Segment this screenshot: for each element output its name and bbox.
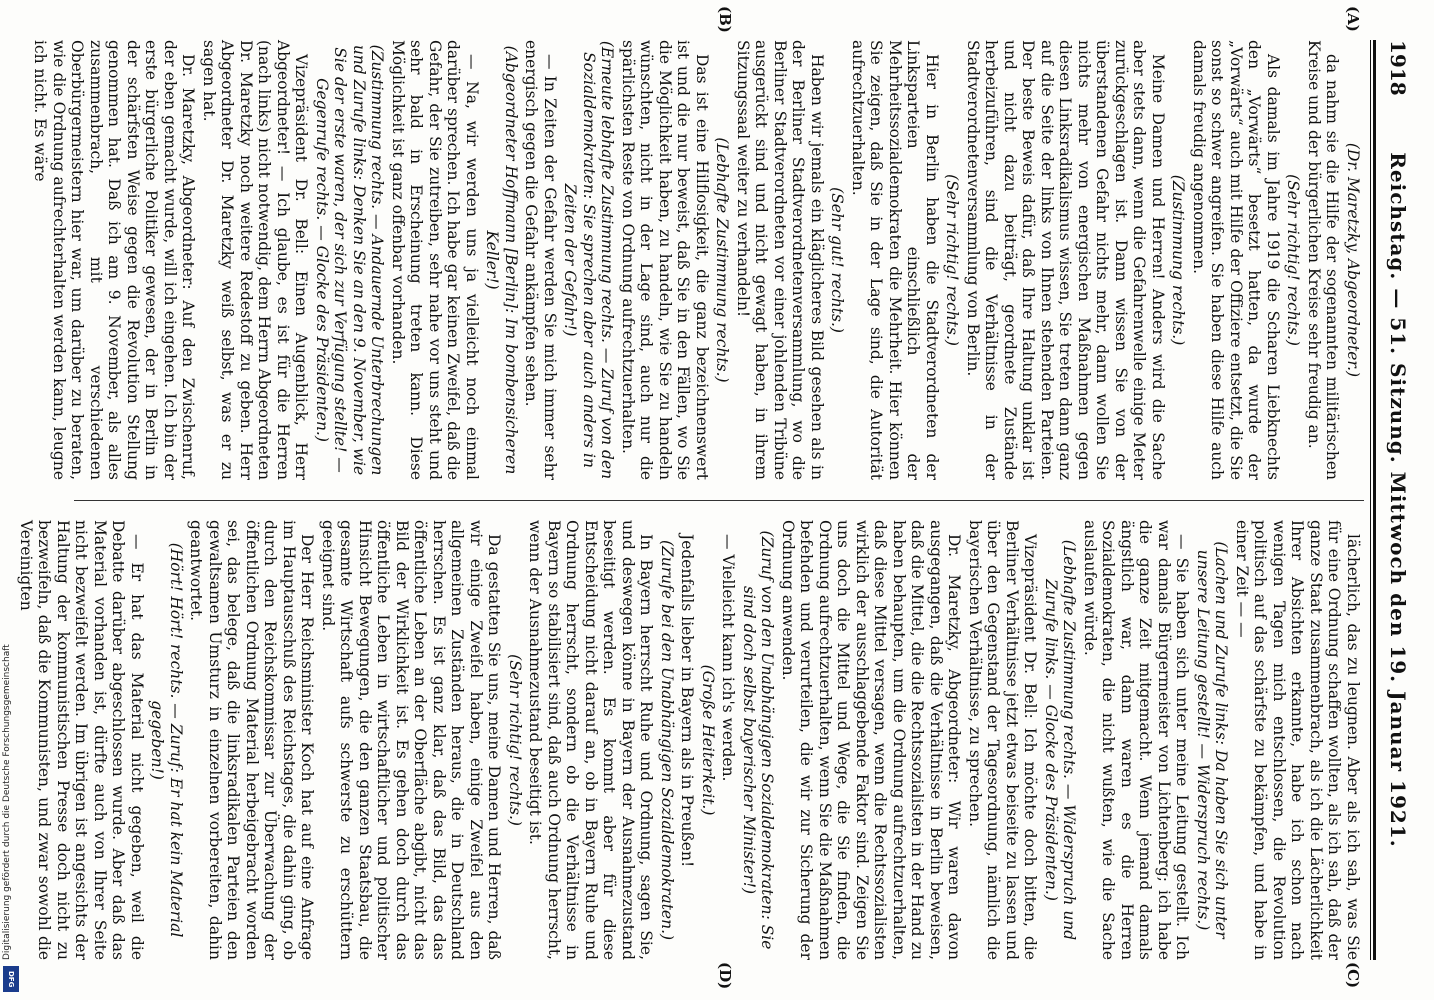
paragraph: Meine Damen und Herren! Anders wird die Sache aber stets dann, wenn die Gefahrenwelle einige Meter zurückgeschlagen ist. Dann wissen Sie von der überstandenen Gefahr nichts mehr, dann wollen Sie nichts mehr von energischen Maßnahmen gegen diesen Linksradikalismus wissen, Sie treten dann ganz auf die Seite der links von Ihnen stehenden Parteien. Der beste Beweis dafür, daß Ihre Haltung unklar ist und nicht dazu beiträgt, geordnete Zustände herbeizuführen, sind die Verhältnisse in der Stadtverordnetenversammlung von Berlin. [964, 40, 1167, 480]
paragraph: In Bayern herrscht Ruhe und Ordnung, sagen Sie, und deswegen könne in Bayern der Ausnahmezustand beseitigt werden. Es kommt aber für diese Entscheidung nicht darauf an, ob in Bayern Ruhe und Ordnung herrscht, sondern ob die Verhältnisse in Bayern so stabilisiert sind, daß auch Ordnung herrscht, wenn der Ausnahmezustand beseitigt ist. [526, 520, 656, 960]
paragraph: — In Zeiten der Gefahr werden Sie mich immer sehr energisch gegen die Gefahr ankämpfen sehen. [522, 40, 559, 480]
paragraph: (Lebhafte Zustimmung rechts.) [713, 137, 732, 383]
paragraph: Jedenfalls lieber in Bayern als in Preußen! [678, 534, 697, 868]
paragraph: (Lebhafte Zustimmung rechts. — Widerspruch und Zurufe links. — Glocke des Präsidenten.) [1042, 539, 1079, 941]
header-rule [1373, 40, 1376, 960]
paragraph: (Sehr gut! rechts.) [828, 187, 847, 333]
paragraph: da nahm sie die Hilfe der sogenannten militärischen Kreise und der bürgerlichen Kreise sehr freudig an. [1305, 40, 1342, 480]
paragraph: Dr. Maretzky, Abgeordneter: Wir waren davon ausgegangen, daß die Verhältnisse in Berlin beweisen, daß die Mittel, die die Rechtssozialisten in der Hand zu haben behaupten, um die Ordnung aufrechtzuerhalten, daß diese Mittel versagen, wenn die Rechtssozialisten wirklich der ausschlaggebende Faktor sind. Zeigen Sie uns doch die Mittel und Wege, die Sie finden, die Ordnung aufrechtzuerhalten, wenn Sie die Maßnahmen befehden und verurteilen, die wir zur Sicherung der Ordnung anwenden. [779, 520, 964, 960]
paragraph: Vizepräsident Dr. Bell: Einen Augenblick, Herr Abgeordneter! — Ich glaube, es ist für die Herren (nach links) nicht notwendig, dem Herrn Abgeordneten Dr. Maretzky noch weitere Redestoff zu geben. Herr Abgeordneter Dr. Maretzky weiß selbst, was er zu sagen hat. [200, 40, 311, 480]
page-title: Reichstag. — 51. Sitzung. Mittwoch den 19. Januar 1921. [1386, 152, 1410, 848]
right-column [17, 520, 1362, 960]
page-number: 1918 [1386, 40, 1410, 96]
dfg-logo: DFG [3, 966, 19, 992]
digitization-credit-text: Digitalisierung gefördert durch die Deutsche Forschungsgemeinschaft [2, 644, 12, 960]
rotated-page-content [17, 0, 1434, 1000]
paragraph: (Sehr richtig! rechts.) [506, 654, 524, 826]
paragraph: — Na, wir werden uns ja vielleicht noch einmal darüber sprechen. Ich habe gar keinen Zweifel, daß die Gefahr, der Sie zutreiben, sehr nahe vor uns steht und sehr bald in Erscheinung treten kann. Diese Möglichkeit ist ganz offenbar vorhanden. [389, 40, 481, 480]
paragraph: Der Herr Reichsminister Koch hat auf eine Anfrage im Hauptausschuß des Reichstages, die dahin ging, ob durch den Reichskommissar zur Überwachung der öffentlichen Ordnung Material herbeigebracht worden sei, das belege, daß die linksradikalen Parteien den gewaltsamen Umsturz in einzelnen vorbereiten, dahin geantwortet. [187, 520, 317, 960]
paragraph: (Zustimmung rechts. — Andauernde Unterbrechungen und Zurufe links: Denken Sie an den 9. November, wie Sie der erste waren, der sich zur Verfügung stellte! — Gegenrufe rechts. — Glocke des Präsidenten.) [313, 44, 387, 476]
paragraph: (Zurufe bei den Unabhängigen Sozialdemokraten.) [658, 539, 676, 941]
margin-marker-b: (B) [716, 6, 734, 33]
column-divider [74, 500, 1364, 501]
margin-marker-c: (C) [1344, 962, 1362, 989]
paragraph: — Sie haben sich unter meine Leitung gestellt. Ich war damals Bürgermeister von Lichtenberg; ich habe die ganze Zeit mitgemacht. Wenn jemand damals ängstlich war, dann waren es die Herren Sozialdemokraten, die nicht wußten, wie die Sache auslaufen würde. [1081, 520, 1192, 960]
paragraph: (Große Heiterkeit.) [699, 664, 717, 816]
paragraph: (Hört! Hört! rechts. — Zuruf: Er hat kein Material gegeben!) [148, 542, 185, 938]
paragraph: Hier in Berlin haben die Stadtverordneten der Linksparteien einschließlich der Mehrheitssozialdemokraten die Mehrheit. Hier können Sie zeigen, daß Sie in der Lage sind, die Autorität aufrechtzuerhalten. [849, 40, 941, 480]
paragraph: Als damals im Jahre 1919 die Scharen Liebknechts den „Vorwärts“ besetzt hatten, da wurde der „Vorwärts“ auch mit Hilfe der Offiziere entsetzt, die Sie sonst so schwer angreifen. Sie haben diese Hilfe auch damals freudig angenommen. [1190, 40, 1282, 480]
paragraph: (Zustimmung rechts.) [1169, 174, 1188, 346]
margin-marker-d: (D) [716, 962, 734, 990]
header-rule-thin [1370, 40, 1371, 960]
paragraph: (Sehr richtig! rechts.) [1284, 174, 1303, 346]
paragraph: Haben wir jemals ein kläglicheres Bild gesehen als in der Berliner Stadtverordnetenversammlung, wo die Berliner Stadtverordneten vor einer johlenden Tribüne ausgerückt sind und nicht gewagt haben, in ihrem Sitzungssaal weiter zu verhandeln! [734, 40, 826, 480]
paragraph: (Erneute lebhafte Zustimmung rechts. — Zuruf von den Sozialdemokraten: Sie sprechen aber auch anders in Zeiten der Gefahr!) [561, 40, 617, 480]
paragraph: (Abgeordneter Hoffmann [Berlin]: Im bombensicheren Keller!) [483, 45, 520, 475]
paragraph: (Zuruf von den Unabhängigen Sozialdemokraten: Sie sind doch selbst bayerischer Minister!) [740, 530, 777, 950]
page-header [1376, 40, 1416, 960]
paragraph: Vizepräsident Dr. Bell: Ich möchte doch bitten, die Berliner Verhältnisse jetzt etwas beiseite zu lassen und über den Gegenstand der Tagesordnung, nämlich die bayerischen Verhältnisse, zu sprechen. [966, 520, 1040, 960]
paragraph: lächerlich, das zu leugnen. Aber als ich sah, was Sie für eine Ordnung schaffen wollten, als ich sah, daß der ganze Staat zusammenbrach, als ich die Lächerlichkeit Ihrer Absichten erkannte, habe ich schon nach wenigen Tagen mich entschlossen, die Revolution politisch auf das schärfste zu bekämpfen, und habe in einer Zeit — — [1233, 520, 1362, 960]
left-column [31, 40, 1362, 480]
paragraph: Das ist eine Hilflosigkeit, die ganz bezeichnenswert ist und die nur beweist, daß Sie in den Fällen, wo Sie die Möglichkeit haben, zu handeln, wie Sie zu handeln wünschten, nicht in der Lage sind, auch nur die spärlichsten Reste von Ordnung aufrechtzuerhalten. [619, 40, 711, 480]
paragraph: Dr. Maretzky, Abgeordneter: Auf den Zwischenruf, der eben gemacht wurde, will ich eingehen. Ich bin der erste bürgerliche Politiker gewesen, der in Berlin in der schärfsten Weise gegen die Revolution Stellung genommen hat. Daß ich am 9. November, als alles zusammenbrach, mit verschiedenen Oberbürgermeistern hier war, um darüber zu beraten, wie die Ordnung aufrechterhalten werden kann, leugne ich nicht. Es wäre [31, 40, 198, 480]
paragraph: (Lachen und Zurufe links: Da haben Sie sich unter unsere Leitung gestellt! — Widerspruch rechts.) [1194, 541, 1231, 939]
paragraph: (Sehr richtig! rechts.) [943, 174, 962, 346]
paragraph: — Vielleicht kann ich's werden. [719, 534, 738, 782]
paragraph: Da gestatten Sie uns, meine Damen und Herren, daß wir einige Zweifel haben, einige Zweifel aus den allgemeinen Zuständen heraus, die in Deutschland herrschen. Es ist ganz klar, daß das Bild, das das öffentliche Leben an der Oberfläche abgibt, nicht das Bild der Wirklichkeit ist. Es gehen doch durch das öffentliche Leben in wirtschaftlicher und politischer Hinsicht Bewegungen, die den ganzen Staatsbau, die gesamte Wirtschaft aufs schwerste zu erschüttern geeignet sind. [319, 520, 504, 960]
paragraph: — Er hat das Material nicht gegeben, weil die Debatte darüber abgeschlossen wurde. Aber daß das Material vorhanden ist, dürfte auch von Ihrer Seite nicht bezweifelt werden. Im übrigen ist angesichts der Haltung der kommunistischen Presse doch nicht zu bezweifeln, daß die Kommunisten, und zwar sowohl die Vereinigten [17, 520, 146, 960]
paragraph: (Dr. Maretzky, Abgeordneter.) [1344, 142, 1362, 378]
margin-marker-a: (A) [1344, 6, 1362, 32]
